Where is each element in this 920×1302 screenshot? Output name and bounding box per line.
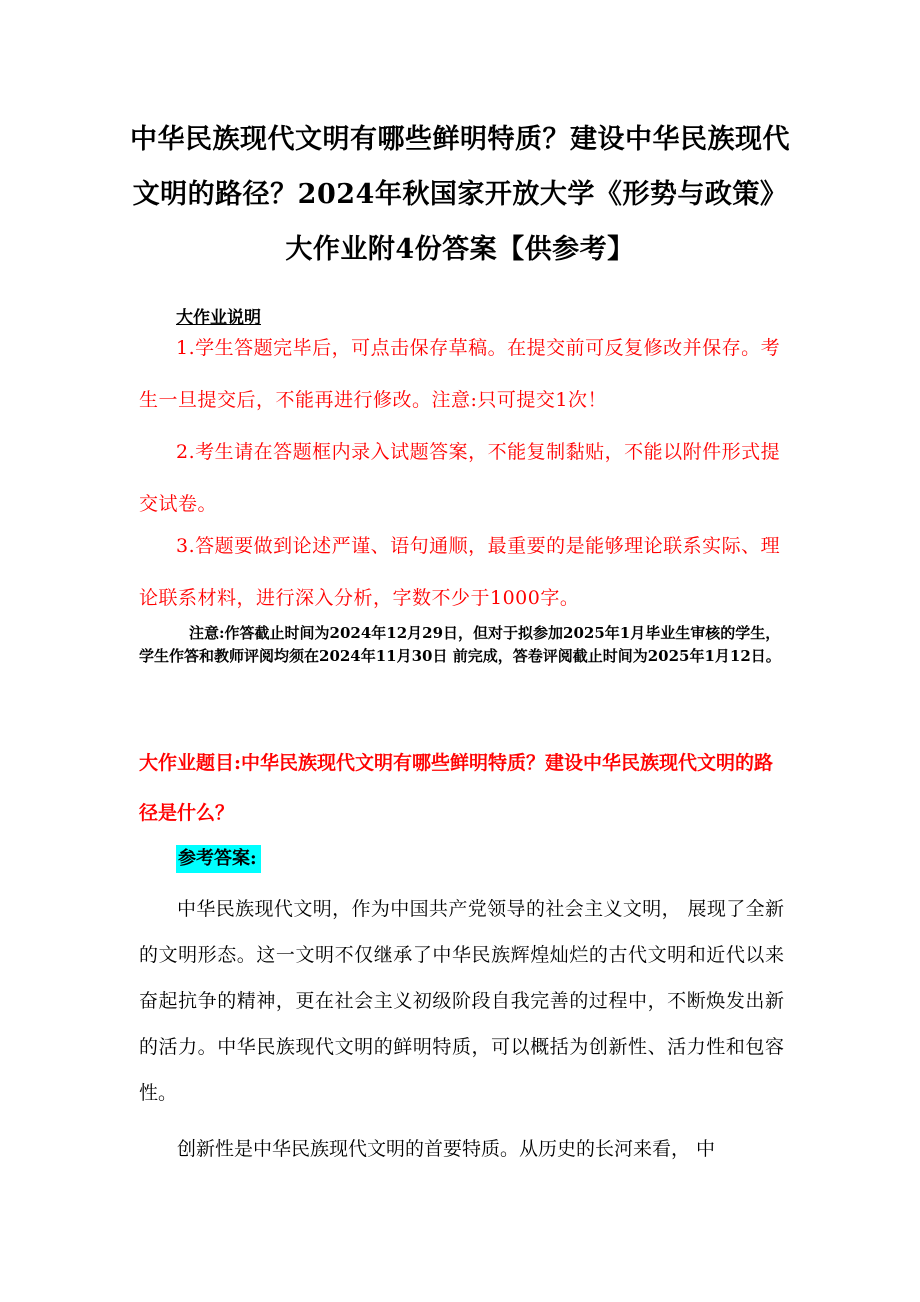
answer-paragraph-1: 中华民族现代文明，作为中国共产党领导的社会主义文明， 展现了全新的文明形态。这一文明不仅继承了中华民族辉煌灿烂的古代文明和近代以来奋起抗争的精神，更在社会主义初级阶段自我完善的过程中，不断焕发出新的活力。中华民族现代文明的鲜明特质，可以概括为创新性、活力性和包容性。 xyxy=(139,898,784,1104)
instruction-item-3: 3.答题要做到论述严谨、语句通顺，最重要的是能够理论联系实际、理论联系材料，进行深入分析，字数不少于1000字。 xyxy=(139,535,781,609)
deadline-note: 注意:作答截止时间为2024年12月29日，但对于拟参加2025年1月毕业生审核的学生，学生作答和教师评阅均须在2024年11月30日 前完成，答卷评阅截止时间为2025年1月12日。 xyxy=(139,624,781,665)
answer-paragraph-2: 创新性是中华民族现代文明的首要特质。从历史的长河来看， 中 xyxy=(177,1138,716,1160)
assignment-question: 大作业题目:中华民族现代文明有哪些鲜明特质？建设中华民族现代文明的路径是什么？ xyxy=(139,752,774,824)
instruction-item-1: 1.学生答题完毕后，可点击保存草稿。在提交前可反复修改并保存。考生一旦提交后，不能再进行修改。注意:只可提交1次！ xyxy=(139,337,781,411)
answer-label: 参考答案: xyxy=(176,845,261,873)
instructions-heading: 大作业说明 xyxy=(176,308,261,328)
instruction-item-2: 2.考生请在答题框内录入试题答案，不能复制黏贴，不能以附件形式提交试卷。 xyxy=(139,441,781,515)
document-title: 中华民族现代文明有哪些鲜明特质？建设中华民族现代文明的路径？2024年秋国家开放大学《形势与政策》大作业附4份答案【供参考】 xyxy=(130,124,790,265)
